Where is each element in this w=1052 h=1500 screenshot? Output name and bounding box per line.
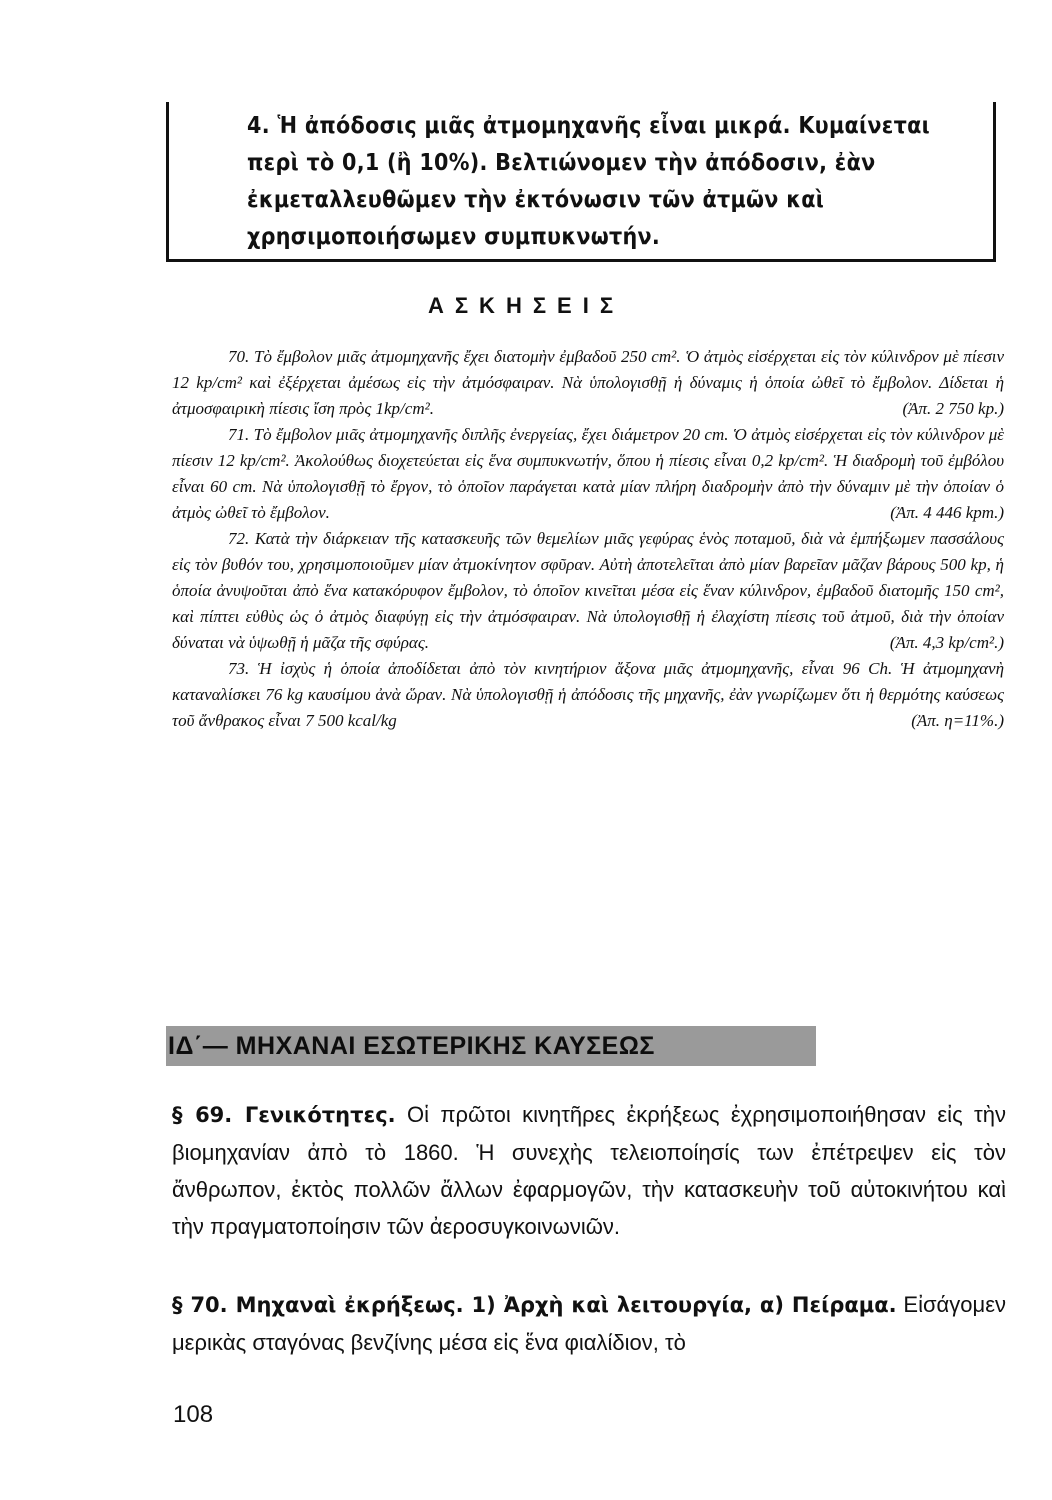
section-heading: § 69. Γενικότητες. [172,1103,396,1127]
summary-box [166,102,996,262]
exercise-answer: (Ἀπ. 2 750 kp.) [902,399,1004,418]
exercise-72 [172,526,1004,656]
summary-text: 4. Ἡ ἀπόδοσις μιᾶς ἀτμομηχανῆς εἶναι μικρά. Κυμαίνεται περὶ τὸ 0,1 (ἢ 10%). Βελτιώνομεν τὴν ἀπόδοσιν, ἐὰν ἐκμεταλλευθῶμεν τὴν ἐκτόνωσιν τῶν ἀτμῶν καὶ χρησιμοποιήσωμεν συμπυκνωτήν. [247,113,930,250]
exercises-heading: ΑΣΚΗΣΕΙΣ [427,293,625,318]
exercise-answer: (Ἀπ. 4 446 kpm.) [890,503,1004,522]
section-69 [172,1096,1006,1245]
exercise-text: 71. Τὸ ἔμβολον μιᾶς ἀτμομηχανῆς διπλῆς ἐνεργείας, ἔχει διάμετρον 20 cm. Ὁ ἀτμὸς εἰσέρχεται εἰς τὸν κύλινδρον μὲ πίεσιν 12 kp/cm². Ἀκολούθως διοχετεύεται εἰς ἕνα συμπυκνωτήν, ὅπου ἡ πίεσις εἶναι 0,2 kp/cm². Ἡ διαδρομὴ τοῦ ἐμβόλου εἶναι 60 cm. Νὰ ὑπολογισθῇ τὸ ἔργον, τὸ ὁποῖον παράγεται κατὰ μίαν πλήρη διαδρομὴν ἀπὸ τὴν δύναμιν μὲ τὴν ὁποίαν ὁ ἀτμὸς ὠθεῖ τὸ ἔμβολον. [172,425,1004,522]
exercises-list [172,344,1004,734]
exercise-answer: (Ἀπ. 4,3 kp/cm².) [889,633,1004,652]
exercise-70 [172,344,1004,422]
exercise-71 [172,422,1004,526]
exercise-text: 73. Ἡ ἰσχὺς ἡ ὁποία ἀποδίδεται ἀπὸ τὸν κινητήριον ἄξονα μιᾶς ἀτμομηχανῆς, εἶναι 96 Ch. Ἡ ἀτμομηχανὴ καταναλίσκει 76 kg καυσίμου ἀνὰ ὥραν. Νὰ ὑπολογισθῇ ἡ ἀπόδοσις τῆς μηχανῆς, ἐὰν γνωρίζωμεν ὅτι ἡ θερμότης καύσεως τοῦ ἄνθρακος εἶναι 7 500 kcal/kg [172,659,1004,730]
page-number: 108 [173,1401,214,1428]
exercise-answer: (Ἀπ. η=11%.) [911,711,1004,730]
section-text: Εἰσάγομεν μερικὰς σταγόνας βενζίνης μέσα εἰς ἕνα φιαλίδιον, τὸ [172,1292,1006,1355]
section-text: Οἱ πρῶτοι κινητῆρες ἐκρήξεως ἐχρησιμοποιήθησαν εἰς τὴν βιομηχανίαν ἀπὸ τὸ 1860. Ἡ συνεχὴς τελειοποίησίς των ἐπέτρεψεν εἰς τὸν ἄνθρωπον, ἐκτὸς πολλῶν ἄλλων ἐφαρμογῶν, τὴν κατασκευὴν τοῦ αὐτοκινήτου καὶ τὴν πραγματοποίησιν τῶν ἀεροσυγκοινωνιῶν. [172,1102,1006,1239]
exercise-text: 70. Τὸ ἔμβολον μιᾶς ἀτμομηχανῆς ἔχει διατομὴν ἐμβαδοῦ 250 cm². Ὁ ἀτμὸς εἰσέρχεται εἰς τὸν κύλινδρον μὲ πίεσιν 12 kp/cm² καὶ ἐξέρχεται ἀμέσως εἰς τὴν ἀτμόσφαιραν. Νὰ ὑπολογισθῇ ἡ δύναμις ἡ ὁποία ὠθεῖ τὸ ἔμβολον. Δίδεται ἡ ἀτμοσφαιρικὴ πίεσις ἴση πρὸς 1kp/cm². [172,347,1004,418]
section-heading: § 70. Μηχαναὶ ἐκρήξεως. 1) Ἀρχὴ καὶ λειτουργία, α) Πείραμα. [172,1293,897,1317]
section-70 [172,1286,1006,1361]
exercise-73 [172,656,1004,734]
exercise-text: 72. Κατὰ τὴν διάρκειαν τῆς κατασκευῆς τῶν θεμελίων μιᾶς γεφύρας ἑνὸς ποταμοῦ, διὰ νὰ ἐμπήξωμεν πασσάλους εἰς τὸν βυθόν του, χρησιμοποιοῦμεν μίαν ἀτμοκίνητον σφῦραν. Αὐτὴ ἀποτελεῖται ἀπὸ μίαν βαρεῖαν μᾶζαν βάρους 500 kp, ἡ ὁποία ἀνυψοῦται ἀπὸ ἕνα κατακόρυφον ἔμβολον, τὸ ὁποῖον κινεῖται μέσα εἰς ἕναν κύλινδρον, ἐμβαδοῦ διατομῆς 150 cm², καὶ πίπτει εὐθὺς ὡς ὁ ἀτμὸς διαφύγῃ εἰς τὴν ἀτμόσφαιραν. Νὰ ὑπολογισθῇ ἡ ἐλαχίστη πίεσις τοῦ ἀτμοῦ, διὰ τὴν ὁποίαν δύναται νὰ ὑψωθῇ ἡ μᾶζα τῆς σφύρας. [172,529,1004,652]
chapter-title-banner: ΙΔ΄— ΜΗΧΑΝΑΙ ΕΣΩΤΕΡΙΚΗΣ ΚΑΥΣΕΩΣ [166,1026,816,1066]
